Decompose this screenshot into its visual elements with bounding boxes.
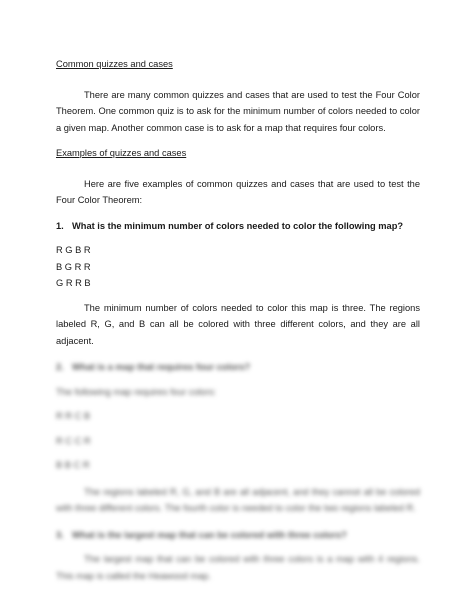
q2-map-row: R C C R	[56, 435, 91, 446]
section-heading-examples: Examples of quizzes and cases	[56, 148, 187, 158]
question-1	[56, 218, 420, 235]
q2-intro: The following map requires four colors:	[56, 386, 217, 397]
question-1-text: What is the minimum number of colors needed to color the following map?	[72, 220, 404, 231]
q2-answer: The regions labeled R, G, and B are all adjacent, and they cannot all be colored with three different colors. The fourth color is needed to color the two regions labeled R.	[56, 486, 420, 513]
q1-answer: The minimum number of colors needed to color this map is three. The regions labeled R, G, and B can all be colored with three different colors, and they are all adjacent.	[56, 302, 420, 346]
q1-map-row: G R R B	[56, 278, 91, 288]
q2-map-row: B B C R	[56, 460, 90, 470]
section1-paragraph: There are many common quizzes and cases that are used to test the Four Color Theorem. One common quiz is to ask for the minimum number of colors needed to color a given map. Another common case is to ask for a map that requires four colors.	[56, 89, 420, 133]
question-3-text: What is the largest map that can be colored with three colors?	[72, 529, 347, 540]
blurred-content	[56, 349, 420, 584]
q1-map-row: B G R R	[56, 261, 91, 272]
question-2-text: What is a map that requires four colors?	[72, 362, 251, 372]
question-1-number: 1.	[56, 220, 64, 231]
question-3	[56, 527, 420, 544]
q3-answer: The largest map that can be colored with three colors is a map with 4 regions. This map is called the Heawood map.	[56, 554, 420, 581]
section-heading-common-quizzes: Common quizzes and cases	[56, 59, 173, 69]
section2-intro: Here are five examples of common quizzes and cases that are used to test the Four Color Theorem:	[56, 178, 420, 205]
document-body	[56, 56, 420, 584]
question-2-number: 2.	[56, 362, 64, 372]
question-2	[56, 359, 420, 376]
q1-map-row: R G B R	[56, 245, 91, 255]
q2-map-row: R R C B	[56, 411, 91, 421]
question-3-number: 3.	[56, 529, 64, 540]
